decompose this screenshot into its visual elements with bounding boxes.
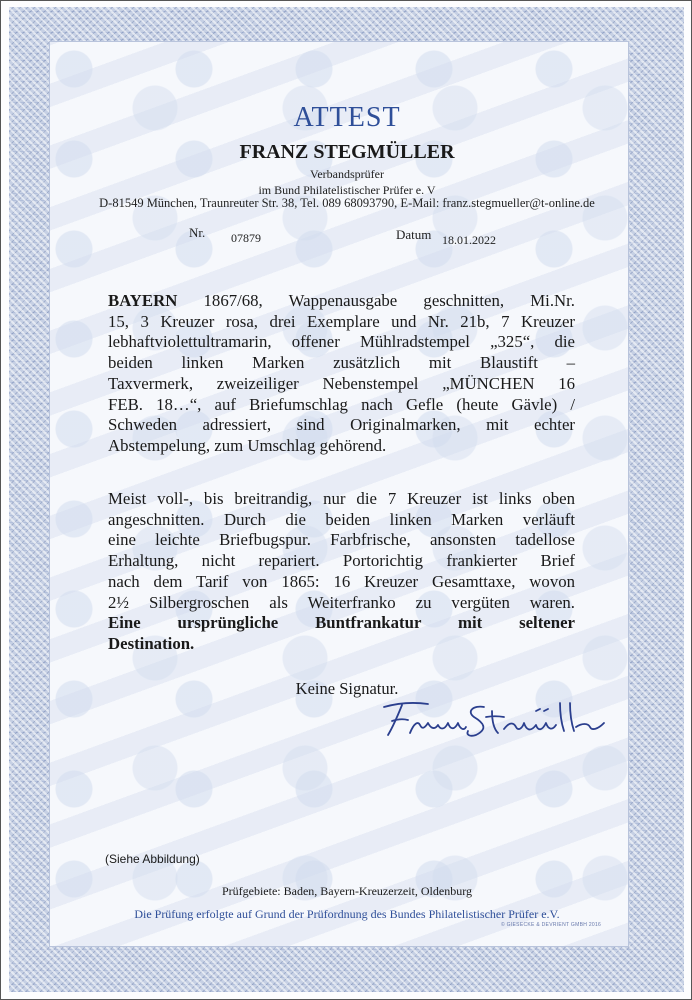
description-line: lebhaftviolettultramarin, offener Mühlradstempel „325“, die	[108, 332, 575, 352]
signature-note: Keine Signatur.	[295, 679, 399, 698]
description-line	[108, 291, 575, 312]
description-line: Abstempelung, zum Umschlag gehörend.	[108, 435, 387, 455]
examination-rules-notice: Die Prüfung erfolgte auf Grund der Prüfordnung des Bundes Philatelistischer Prüfer e.V.	[134, 907, 560, 921]
examiner-name: FRANZ STEGMÜLLER	[239, 141, 455, 163]
condition-line	[108, 634, 575, 655]
description-line: Taxvermerk, zweizeiliger Nebenstempel „MÜNCHEN 16	[108, 373, 575, 393]
examination-areas: Prüfgebiete: Baden, Bayern-Kreuzerzeit, Oldenburg	[221, 884, 472, 898]
conclusion-text: Eine ursprüngliche Buntfrankatur mit seltener	[108, 613, 575, 633]
condition-line: 2½ Silbergroschen als Weiterfranko zu vergüten waren.	[108, 592, 575, 612]
certificate-number: 07879	[231, 231, 261, 245]
description-line: beiden linken Marken zusätzlich mit Blaustift –	[108, 353, 575, 373]
conclusion-text: Destination.	[108, 633, 195, 653]
condition-line: Erhaltung, nicht repariert. Portorichtig frankierter Brief	[108, 551, 575, 571]
description-line: Schweden adressiert, sind Originalmarken, mit echter	[108, 415, 575, 435]
certificate-number-label: Nr.	[189, 225, 206, 240]
security-print-copyright: © GIESECKE & DEVRIENT GMBH 2016	[501, 922, 602, 928]
see-illustration-note: (Siehe Abbildung)	[105, 852, 200, 866]
description-line-rest: 1867/68, Wappenausgabe geschnitten, Mi.Nr.	[203, 291, 575, 310]
certificate-title: ATTEST	[293, 102, 401, 133]
description-paragraph	[108, 291, 575, 457]
condition-line: nach dem Tarif von 1865: 16 Kreuzer Gesamttaxe, wovon	[108, 571, 575, 591]
country-heading: BAYERN	[108, 291, 178, 310]
examiner-role: Verbandsprüfer	[310, 167, 384, 181]
condition-paragraph	[108, 489, 575, 655]
description-line: FEB. 18…“, auf Briefumschlag nach Gefle (heute Gävle) /	[108, 394, 575, 414]
condition-line: Meist voll-, bis breitrandig, nur die 7 Kreuzer ist links oben	[108, 489, 575, 508]
condition-line	[108, 613, 575, 634]
description-line: 15, 3 Kreuzer rosa, drei Exemplare und Nr. 21b, 7 Kreuzer	[108, 311, 575, 331]
certificate-date-label: Datum	[396, 227, 432, 242]
certificate-date: 18.01.2022	[442, 233, 496, 247]
examiner-association: im Bund Philatelistischer Prüfer e. V	[258, 183, 436, 197]
condition-line: angeschnitten. Durch die beiden linken Marken verläuft	[108, 509, 575, 529]
condition-line: eine leichte Briefbugspur. Farbfrische, ansonsten tadellose	[108, 530, 575, 550]
examiner-address: D-81549 München, Traunreuter Str. 38, Tel. 089 68093790, E-Mail: franz.stegmueller@t-online.de	[99, 196, 595, 210]
handwritten-signature	[376, 693, 616, 743]
